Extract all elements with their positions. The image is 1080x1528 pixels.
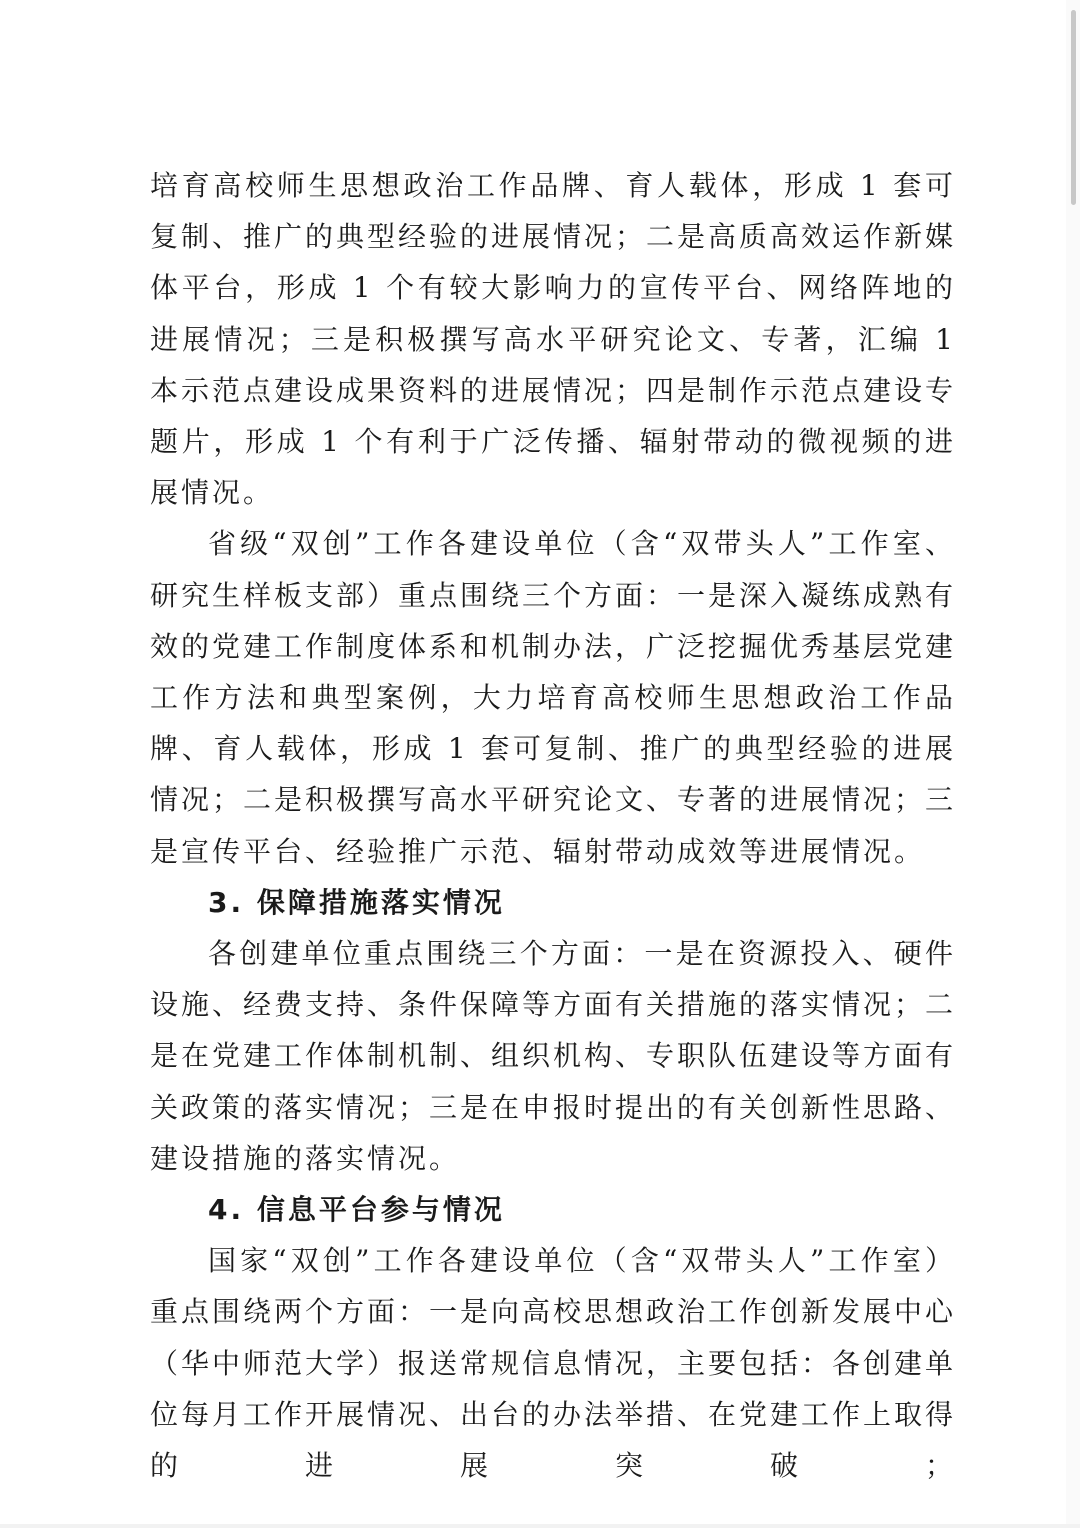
section-heading-info-platform: 4. 信息平台参与情况 <box>208 1193 505 1227</box>
paragraph-safeguards: 各创建单位重点围绕三个方面：一是在资源投入、硬件设施、经费支持、条件保障等方面有关措施的落实情况；二是在党建工作体制机制、组织机构、专职队伍建设等方面有关政策的落实情况；三是在申报时提出的有关创新性思路、建设措施的落实情况。 <box>150 937 957 1175</box>
paragraph-continuation: 培育高校师生思想政治工作品牌、育人载体，形成 1 套可复制、推广的典型经验的进展情况；二是高质高效运作新媒体平台，形成 1 个有较大影响力的宣传平台、网络阵地的进展情况；三是积极撰写高水平研究论文、专著，汇编 1 本示范点建设成果资料的进展情况；四是制作示范点建设专题片，形成 1 个有利于广泛传播、辐射带动的微视频的进展情况。 <box>150 169 957 510</box>
section-heading-safeguards: 3. 保障措施落实情况 <box>208 885 505 919</box>
paragraph-provincial-units: 省级“双创”工作各建设单位（含“双带头人”工作室、研究生样板支部）重点围绕三个方面：一是深入凝练成熟有效的党建工作制度体系和机制办法，广泛挖掘优秀基层党建工作方法和典型案例，大力培育高校师生思想政治工作品牌、育人载体，形成 1 套可复制、推广的典型经验的进展情况；二是积极撰写高水平研究论文、专著的进展情况；三是宣传平台、经验推广示范、辐射带动成效等进展情况。 <box>150 527 957 868</box>
bottom-divider <box>0 1524 1080 1528</box>
paragraph-info-platform: 国家“双创”工作各建设单位（含“双带头人”工作室）重点围绕两个方面：一是向高校思想政治工作创新发展中心（华中师范大学）报送常规信息情况，主要包括：各创建单位每月工作开展情况、出台的办法举措、在党建工作上取得的进展突破； <box>150 1244 957 1483</box>
document-body <box>150 160 956 1491</box>
scrollbar-track[interactable] <box>1066 0 1080 1528</box>
scrollbar-thumb[interactable] <box>1071 10 1076 205</box>
